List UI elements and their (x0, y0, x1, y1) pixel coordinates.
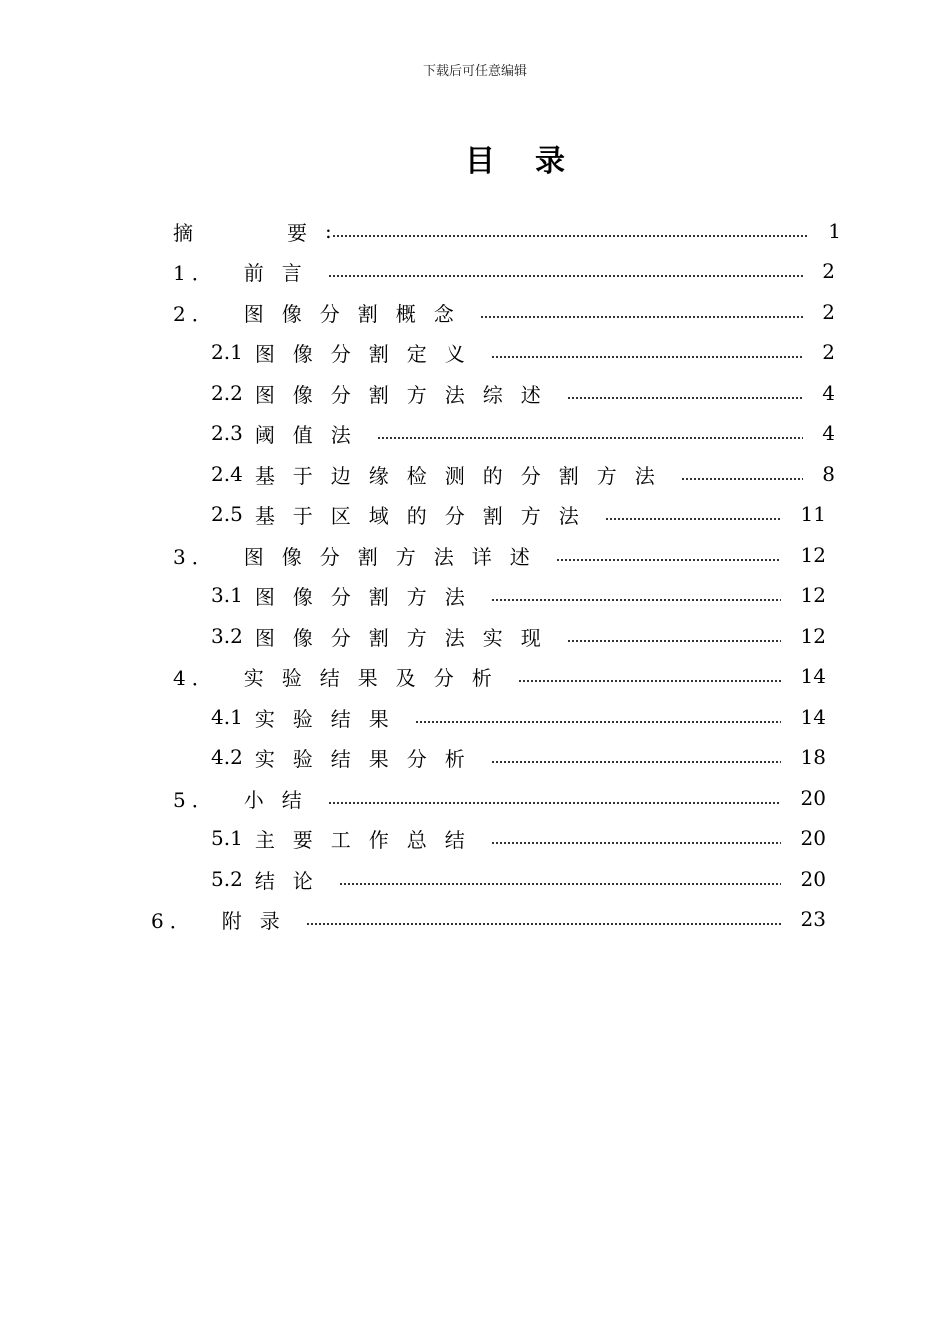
toc-entry-title: 图像分割定义 (254, 341, 483, 366)
toc-entry-section-2-3[interactable] (211, 418, 835, 448)
toc-entry-section-2-2[interactable] (211, 378, 835, 408)
toc-page-number: 12 (800, 624, 826, 648)
toc-entry-number: 4． (173, 665, 218, 690)
toc-entry-title: 实验结果分析 (254, 746, 483, 771)
toc-entry-title: 图像分割方法 (254, 584, 483, 609)
toc-entry-chapter-2[interactable] (173, 297, 835, 327)
toc-entry-number: 5.2 (211, 867, 243, 891)
toc-page-number: 11 (800, 502, 826, 526)
toc-page-number: 20 (800, 786, 826, 810)
toc-entry-section-3-1[interactable] (211, 580, 826, 610)
toc-leader-dots (306, 923, 781, 925)
toc-entry-chapter-3[interactable] (173, 540, 826, 570)
page-header-note: 下载后可任意编辑 (422, 64, 527, 79)
toc-entry-number: 4.1 (211, 705, 243, 729)
toc-entry-title: 小结 (243, 787, 320, 812)
toc-entry-number: 2． (173, 301, 218, 326)
toc-page-number: 4 (822, 381, 835, 405)
toc-leader-dots (491, 761, 781, 763)
toc-entry-title: 图像分割方法详述 (243, 544, 548, 569)
toc-entry-number: 2.3 (211, 421, 243, 445)
toc-entry-chapter-1[interactable] (173, 256, 835, 286)
toc-entry-number: 5． (173, 787, 218, 812)
toc-page-number: 2 (822, 259, 835, 283)
toc-page-number: 23 (800, 907, 826, 931)
toc-leader-dots (567, 640, 781, 642)
toc-entry-number: 3.1 (211, 583, 243, 607)
toc-entry-chapter-4[interactable] (173, 661, 826, 691)
toc-leader-dots (339, 883, 781, 885)
toc-entry-chapter-5[interactable] (173, 783, 826, 813)
toc-leader-dots (491, 356, 803, 358)
toc-entry-title: 结论 (254, 868, 331, 893)
toc-entry-number: 2.5 (211, 502, 243, 526)
toc-leader-dots (415, 721, 781, 723)
toc-page-number: 12 (800, 583, 826, 607)
toc-leader-dots (567, 397, 803, 399)
toc-leader-dots (491, 842, 781, 844)
toc-entry-section-3-2[interactable] (211, 621, 826, 651)
toc-entry-section-5-1[interactable] (211, 823, 826, 853)
toc-entry-number: 2.4 (211, 462, 243, 486)
toc-leader-dots (328, 802, 781, 804)
toc-leader-dots (332, 235, 809, 237)
toc-entry-number: 1． (173, 260, 218, 285)
toc-page-number: 2 (822, 340, 835, 364)
toc-entry-title: 实验结果 (254, 706, 407, 731)
toc-entry-abstract[interactable]: 摘 要 : 1 (173, 216, 841, 246)
toc-entry-section-2-5[interactable] (211, 499, 826, 529)
toc-page-number: 1 (828, 219, 841, 243)
toc-page-number: 18 (800, 745, 826, 769)
toc-entry-title: 基于区域的分割方法 (254, 503, 597, 528)
toc-entry-title: 图像分割方法综述 (254, 382, 559, 407)
toc-page-number: 4 (822, 421, 835, 445)
toc-entry-title: 阈值法 (254, 422, 369, 447)
toc-leader-dots (328, 275, 803, 277)
toc-entry-number: 2.2 (211, 381, 243, 405)
toc-entry-title: 前言 (243, 260, 320, 285)
toc-page-number: 14 (800, 705, 826, 729)
toc-page-number: 8 (822, 462, 835, 486)
toc-entry-number: 3.2 (211, 624, 243, 648)
toc-entry-title: 附录 (221, 908, 298, 933)
toc-page-number: 2 (822, 300, 835, 324)
toc-entry-number: 5.1 (211, 826, 243, 850)
toc-entry-title: 图像分割方法实现 (254, 625, 559, 650)
toc-leader-dots (605, 518, 781, 520)
toc-entry-title: 实验结果及分析 (243, 665, 510, 690)
toc-entry-title: 基于边缘检测的分割方法 (254, 463, 673, 488)
toc-leader-dots (480, 316, 803, 318)
toc-entry-appendix[interactable] (151, 904, 826, 934)
toc-entry-title: 主要工作总结 (254, 827, 483, 852)
toc-entry-title: 摘 要 (173, 220, 325, 245)
toc-page-number: 14 (800, 664, 826, 688)
toc-page-number: 20 (800, 867, 826, 891)
toc-entry-section-2-4[interactable] (211, 459, 835, 489)
toc-page-number: 12 (800, 543, 826, 567)
toc-entry-number: 2.1 (211, 340, 243, 364)
toc-leader-dots (491, 599, 781, 601)
toc-entry-number: 6． (151, 908, 196, 933)
toc-leader-dots (556, 559, 781, 561)
toc-entry-section-2-1[interactable] (211, 337, 835, 367)
toc-entry-section-4-2[interactable] (211, 742, 826, 772)
toc-entry-number: 3． (173, 544, 218, 569)
page-title: 目录 (465, 144, 605, 179)
toc-entry-title: 图像分割概念 (243, 301, 472, 326)
toc-leader-dots (377, 437, 803, 439)
toc-page-number: 20 (800, 826, 826, 850)
toc-leader-dots (681, 478, 803, 480)
toc-entry-number: 4.2 (211, 745, 243, 769)
toc-leader-dots (518, 680, 781, 682)
toc-entry-section-5-2[interactable] (211, 864, 826, 894)
toc-entry-section-4-1[interactable] (211, 702, 826, 732)
